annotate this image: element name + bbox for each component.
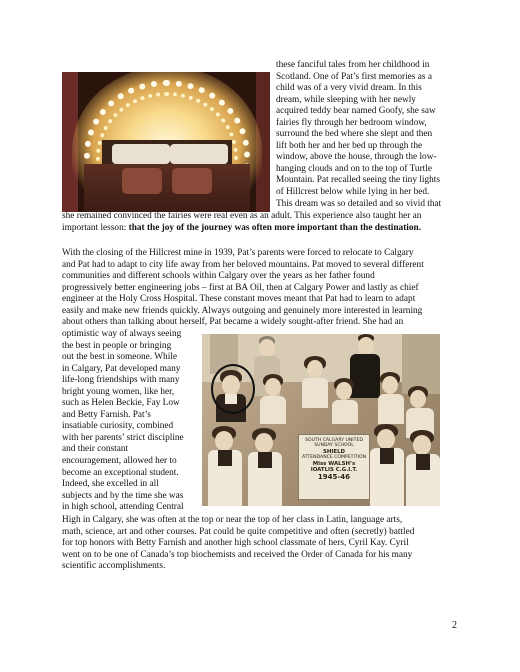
text-plain: important lesson: <box>62 222 129 233</box>
paragraph-1-side <box>276 60 441 210</box>
text-line: subjects and by the time she was <box>62 490 184 501</box>
paragraph-1-tail <box>62 211 421 234</box>
text-line: fairies fly through her bedroom window, <box>276 117 427 128</box>
text-line: easily and make new friends quickly. Always outgoing and genuinely more interested in learning <box>62 305 423 316</box>
group-photo <box>202 334 440 506</box>
text-line: communities and different schools within Calgary over the years as her father found <box>62 271 375 282</box>
page-number: 2 <box>452 620 457 631</box>
photo-wall <box>402 334 440 394</box>
text-line: This dream was so detailed and so vivid that <box>276 198 442 209</box>
pillow-right <box>170 144 228 164</box>
text-line: math, science, art and other courses. Pat could be quite competitive and often (secretly) battled <box>62 526 415 537</box>
bold-lesson: that the joy of the journey was often more important than the destination. <box>128 222 422 233</box>
sign-line: Miss WALSH’s <box>312 460 356 467</box>
text-line: and Betty Farnish. Pat’s <box>62 409 151 420</box>
text-line: in Calgary, Pat developed many <box>62 363 181 374</box>
text-line: these fanciful tales from her childhood in <box>276 60 430 70</box>
text-line: With the closing of the Hillcrest mine in 1939, Pat’s parents were forced to relocate to Calgary <box>62 248 414 258</box>
text-line: went on to be one of Canada’s top biochemists and received the Order of Canada for his many <box>62 549 413 560</box>
sign-year: 1945-46 <box>317 473 351 482</box>
text-line: window, above the house, through the low- <box>276 152 437 163</box>
sign-line: SOUTH CALGARY UNITED <box>305 438 363 443</box>
text-line: Scotland. One of Pat’s first memories as a <box>276 71 432 82</box>
paragraph-2-side <box>62 329 184 514</box>
text-line: become an exceptional student. <box>62 467 179 478</box>
text-line: the best in people or bringing <box>62 340 172 351</box>
text-line: such as Helen Beckie, Fay Low <box>62 398 180 409</box>
text-line: High in Calgary, she was often at the top or near the top of her class in Latin, language arts, <box>62 515 403 525</box>
text-line: lift both her and her bed up through the <box>276 140 423 151</box>
bed <box>84 164 250 212</box>
text-line: Indeed, she excelled in all <box>62 479 159 490</box>
text-line: encouragement, allowed her to <box>62 456 177 467</box>
text-line: bright young women, like her, <box>62 386 175 397</box>
paragraph-2-end <box>62 515 414 573</box>
text-line: dream, while sleeping with her newly <box>276 94 416 105</box>
sign-line: IOATLIS C.G.I.T. <box>310 467 358 474</box>
text-line: about others than talking about herself, Pat became a widely sought-after friend. She had an <box>62 317 404 328</box>
sign-line: ATTENDANCE COMPETITION <box>301 455 367 461</box>
text-line: insatiable curiosity, combined <box>62 421 174 432</box>
text-line: of Hillcrest below while lying in her bed. <box>276 187 430 198</box>
cushion <box>122 168 162 194</box>
text-line: and Pat had to adapt to city life away from her beloved mountains. Pat moved to several different <box>62 259 424 270</box>
text-line: acquired teddy bear named Goofy, she saw <box>276 106 436 117</box>
text-line <box>62 223 421 235</box>
text-line: for top honors with Betty Farnish and another high school classmate of hers, Cyril Kay. Cyril <box>62 538 409 549</box>
text-line: and their constant <box>62 444 129 455</box>
text-line: she remained convinced the fairies were real even as an adult. This experience also taught her an <box>62 211 422 221</box>
text-line: progressively better engineering jobs – first at BA Oil, then at Calgary Power and lastly as chief <box>62 282 419 293</box>
text-line: engineer at the Holy Cross Hospital. These constant moves meant that Pat had to learn to adapt <box>62 294 416 305</box>
cushion <box>172 168 212 194</box>
text-line: child was of a very vivid dream. In this <box>276 83 422 94</box>
bed-fairy-lights-photo <box>62 72 270 212</box>
sign-line: SHIELD <box>323 448 345 455</box>
highlight-circle <box>211 364 255 414</box>
text-line: optimistic way of always seeing <box>62 329 182 339</box>
paragraph-2-top <box>62 248 424 329</box>
text-line: scientific accomplishments. <box>62 561 166 572</box>
text-line: with her parents’ strict discipline <box>62 432 184 443</box>
sign-line: SUNDAY SCHOOL <box>314 443 354 449</box>
attendance-shield-sign <box>298 434 370 500</box>
text-line: surround the bed where she slept and then <box>276 129 433 140</box>
text-line: life-long friendships with many <box>62 375 180 386</box>
text-line: out the best in someone. While <box>62 352 177 363</box>
pillow-left <box>112 144 170 164</box>
text-line: Mountain. Pat recalled seeing the tiny lights <box>276 175 440 186</box>
text-line: in high school, attending Central <box>62 502 184 513</box>
text-line: hanging clouds and on to the top of Turtle <box>276 163 432 174</box>
